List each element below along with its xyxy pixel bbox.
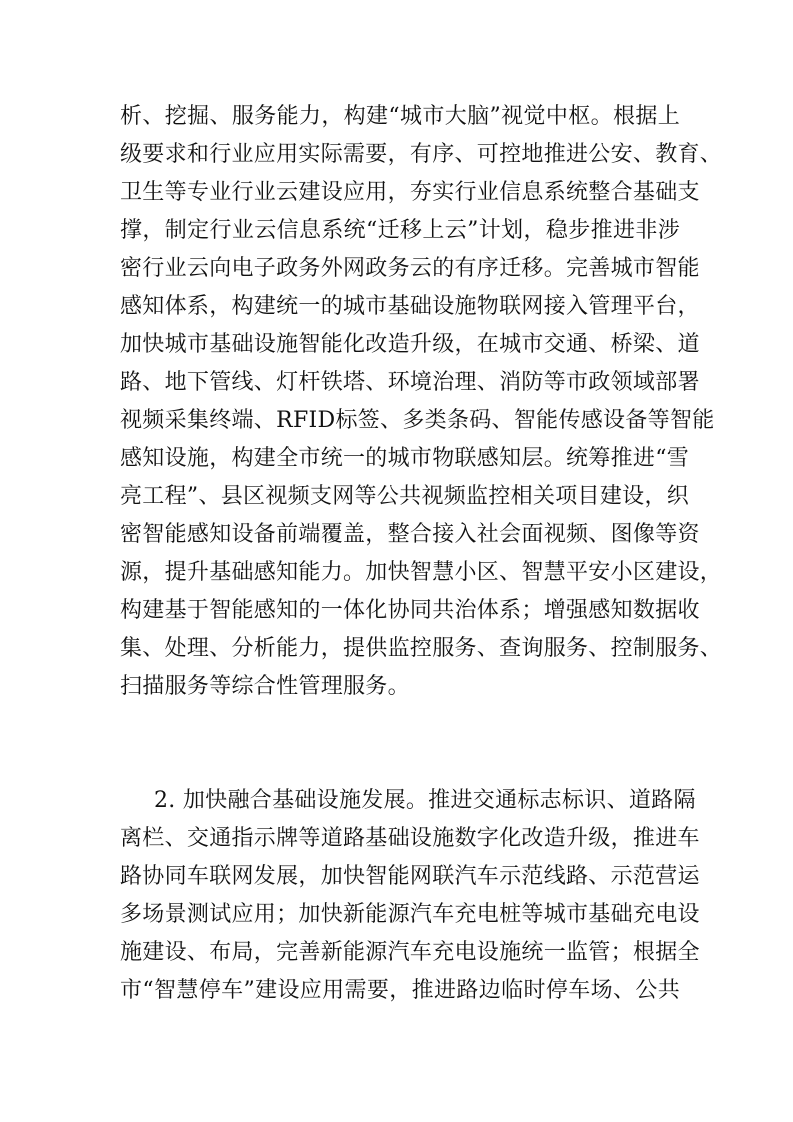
text-line: 源，提升基础感知能力。加快智慧小区、智慧平安小区建设， <box>120 560 723 585</box>
text-line: 级要求和行业应用实际需要，有序、可控地推进公安、教育、 <box>120 142 723 167</box>
text-line: 视频采集终端、RFID标签、多类条码、智能传感设备等智能 <box>120 408 715 433</box>
text-line: 感知体系，构建统一的城市基础设施物联网接入管理平台， <box>120 294 700 319</box>
text-line: 撑，制定行业云信息系统“迁移上云”计划，稳步推进非涉 <box>120 218 680 243</box>
text-line: 密智能感知设备前端覆盖，整合接入社会面视频、图像等资 <box>120 522 700 547</box>
text-line: 2. 加快融合基础设施发展。推进交通标志标识、道路隔 <box>154 788 696 813</box>
text-line: 施建设、布局，完善新能源汽车充电设施统一监管；根据全 <box>120 940 700 965</box>
text-line: 感知设施，构建全市统一的城市物联感知层。统筹推进“雪 <box>120 446 690 471</box>
text-line: 密行业云向电子政务外网政务云的有序迁移。完善城市智能 <box>120 256 700 281</box>
text-line: 亮工程”、县区视频支网等公共视频监控相关项目建设，织 <box>120 484 690 509</box>
text-line: 卫生等专业行业云建设应用，夯实行业信息系统整合基础支 <box>120 180 700 205</box>
text-line: 构建基于智能感知的一体化协同共治体系；增强感知数据收 <box>120 598 700 623</box>
paragraph-city-perception <box>120 98 723 706</box>
text-line: 路协同车联网发展，加快智能网联汽车示范线路、示范营运 <box>120 864 700 889</box>
text-line: 离栏、交通指示牌等道路基础设施数字化改造升级，推进车 <box>120 826 700 851</box>
text-line: 析、挖掘、服务能力，构建“城市大脑”视觉中枢。根据上 <box>120 104 680 129</box>
text-line: 路、地下管线、灯杆铁塔、环境治理、消防等市政领域部署 <box>120 370 700 395</box>
text-line: 市“智慧停车”建设应用需要，推进路边临时停车场、公共 <box>120 978 680 1003</box>
text-line: 扫描服务等综合性管理服务。 <box>120 674 410 699</box>
text-line: 集、处理、分析能力，提供监控服务、查询服务、控制服务、 <box>120 636 723 661</box>
text-line: 多场景测试应用；加快新能源汽车充电桩等城市基础充电设 <box>120 902 700 927</box>
paragraph-integrated-infrastructure <box>120 782 700 1010</box>
text-line: 加快城市基础设施智能化改造升级，在城市交通、桥梁、道 <box>120 332 700 357</box>
